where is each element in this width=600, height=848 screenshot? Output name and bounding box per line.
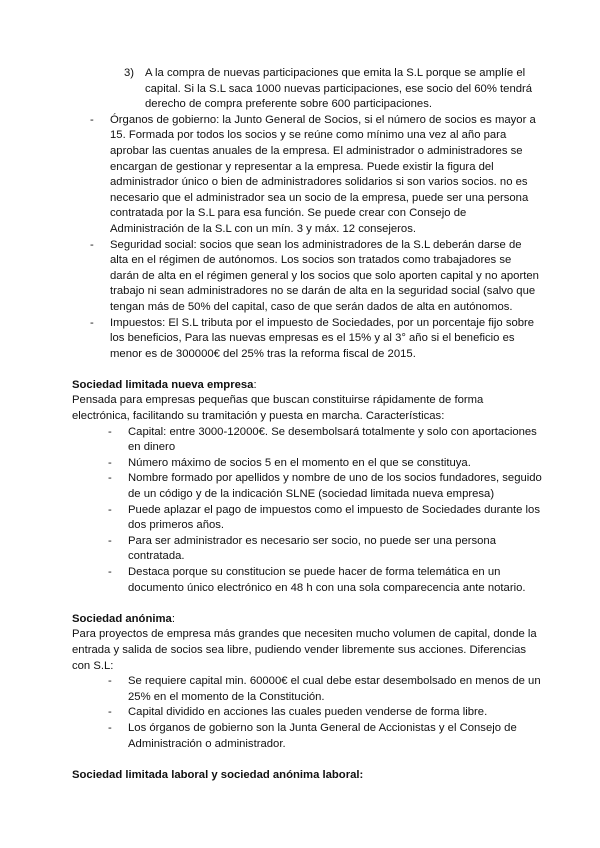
- list-item: [90, 674, 542, 705]
- item-text: Destaca porque su constitucion se puede hacer de forma telemática en un documento único electrónico en 48 h con una sola comparecencia ante notario.: [128, 566, 526, 594]
- numbered-item: [72, 66, 542, 113]
- section-intro: Para proyectos de empresa más grandes que necesiten mucho volumen de capital, donde la entrada y salida de socios sea libre, pudiendo vender libremente sus acciones. Diferencias con S.L:: [72, 628, 537, 672]
- bullet-dash: -: [108, 566, 112, 578]
- list-item: [90, 425, 542, 456]
- section-heading-sll: Sociedad limitada laboral y sociedad anónima laboral:: [72, 768, 364, 781]
- bullet-dash: -: [108, 721, 112, 734]
- list-item: [90, 565, 542, 596]
- item-text: Capital dividido en acciones las cuales pueden venderse de forma libre.: [128, 706, 488, 719]
- bullet-dash: -: [90, 113, 94, 126]
- list-item: [90, 471, 542, 502]
- list-item: [90, 534, 542, 565]
- heading-text: Sociedad anónima: [72, 612, 172, 625]
- list-item: [90, 503, 542, 534]
- item-text: Órganos de gobierno: la Junto General de Socios, si el número de socios es mayor a 15. Formada por todos los socios y se reúne como mínimo una vez al año para aprobar las cuentas anuales de la empresa. El administrador o administradores se encargan de gestionar y representar a la empresa. Puede existir la figura del administrador único o bien de administradores solidarios si son varios socios. no es necesario que el administrador sea un socio de la empresa, puede ser una persona contratada por la S.L para esa función. Se puede crear con Consejo de Administración de la S.L con un mín. 3 y máx. 12 consejeros.: [110, 113, 536, 235]
- heading-colon: :: [171, 612, 175, 625]
- section-intro: Pensada para empresas pequeñas que buscan constituirse rápidamente de forma electrónica, facilitando su tramitación y puesta en marcha. Características:: [72, 394, 484, 423]
- bullet-dash: -: [108, 534, 112, 547]
- item-text: Los órganos de gobierno son la Junta General de Accionistas y el Consejo de Administración o administrador.: [128, 721, 517, 750]
- bullet-dash: -: [108, 456, 112, 469]
- bullet-dash: -: [108, 472, 112, 485]
- list-item: [72, 316, 542, 363]
- bullet-dash: -: [90, 238, 94, 251]
- item-text: Capital: entre 3000-12000€. Se desembolsará totalmente y solo con aportaciones en dinero: [128, 425, 537, 454]
- bullet-dash: -: [90, 316, 94, 329]
- list-item: [72, 238, 542, 316]
- bullet-dash: -: [108, 675, 112, 688]
- item-text: Puede aplazar el pago de impuestos como el impuesto de Sociedades durante los dos primeros años.: [128, 503, 540, 532]
- item-text: A la compra de nuevas participaciones que emita la S.L porque se amplíe el capital. Si la S.L saca 1000 nuevas participaciones, ese socio del 60% tendrá derecho de compra preferente sobre 600 participaciones.: [145, 67, 533, 111]
- list-item: [90, 721, 542, 752]
- item-text: Para ser administrador es necesario ser socio, no puede ser una persona contratada.: [128, 534, 496, 563]
- list-item: [90, 456, 542, 472]
- bullet-dash: -: [108, 503, 112, 516]
- item-text: Nombre formado por apellidos y nombre de uno de los socios fundadores, seguido de un código y de la indicación SLNE (sociedad limitada nueva empresa): [128, 472, 542, 501]
- section-heading-sa: [72, 612, 542, 628]
- list-item: [72, 113, 542, 238]
- bullet-dash: -: [108, 425, 112, 438]
- section-heading-slne: [72, 378, 542, 394]
- bullet-dash: -: [108, 706, 112, 719]
- item-text: Impuestos: El S.L tributa por el impuesto de Sociedades, por un porcentaje fijo sobre los beneficios, Para las nuevas empresas es el 15% y al 3° año si el beneficio es menor es de 300000€ del 25% tras la reforma fiscal de 2015.: [110, 316, 535, 360]
- item-number: 3): [124, 67, 135, 79]
- item-text: Número máximo de socios 5 en el momento en el que se constituya.: [128, 456, 471, 469]
- heading-colon: :: [253, 378, 257, 391]
- heading-text: Sociedad limitada nueva empresa: [72, 378, 254, 391]
- item-text: Se requiere capital min. 60000€ el cual debe estar desembolsado en menos de un 25% en el momento de la Constitución.: [128, 675, 541, 703]
- list-item: [90, 705, 542, 721]
- item-text: Seguridad social: socios que sean los administradores de la S.L deberán darse de alta en el régimen de autónomos. Los socios son tratados como trabajadores se darán de alta en el régimen general y los socios que solo aporten capital y no aporten trabajo ni sean administradores no se darán de alta en la seguridad social (salvo que tengan más de 50% del capital, caso de que serán dados de alta en autónomos.: [110, 238, 539, 313]
- document-page: [72, 66, 542, 783]
